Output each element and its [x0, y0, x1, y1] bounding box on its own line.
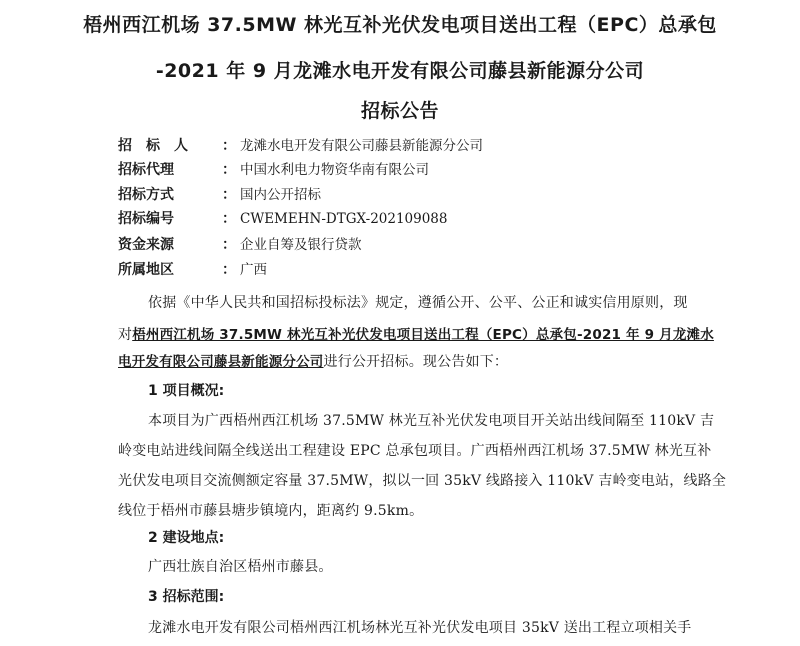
- intro-line-3: [118, 350, 508, 371]
- intro-suffix: 进行公开招标。现公告如下：: [323, 354, 509, 370]
- project-name-part-1: 梧州西江机场 37.5MW 林光互补光伏发电项目送出工程（EPC）总承包-2021 年 9 月龙滩水: [132, 327, 714, 343]
- info-colon: ：: [222, 138, 236, 154]
- info-row-agent: [118, 158, 429, 182]
- info-label: 招 标 人: [118, 138, 188, 154]
- project-name-part-2: 电开发有限公司藤县新能源分公司: [118, 354, 324, 370]
- intro-prefix: 对: [118, 327, 133, 343]
- section-2-heading: 2 建设地点:: [148, 530, 225, 546]
- info-value: CWEMEHN-DTGX-202109088: [240, 211, 448, 227]
- info-value: 广西: [240, 262, 267, 278]
- info-colon: ：: [222, 211, 236, 227]
- section-1-heading: 1 项目概况:: [148, 383, 225, 399]
- info-row-tenderer: [118, 134, 483, 158]
- info-value: 国内公开招标: [240, 187, 321, 203]
- info-value: 中国水利电力物资华南有限公司: [240, 162, 429, 178]
- info-label: 招标编号: [118, 211, 174, 227]
- info-colon: ：: [222, 262, 236, 278]
- info-label: 招标方式: [118, 187, 174, 203]
- info-colon: ：: [222, 237, 236, 253]
- section-1-line-2: 岭变电站进线间隔全线送出工程建设 EPC 总承包项目。广西梧州西江机场 37.5MW 林光互补: [118, 443, 712, 459]
- section-3-heading: 3 招标范围:: [148, 589, 225, 605]
- title-line-2: -2021 年 9 月龙滩水电开发有限公司藤县新能源分公司: [155, 60, 645, 82]
- title-line-3: 招标公告: [360, 100, 439, 122]
- section-1-line-3: 光伏发电项目交流侧额定容量 37.5MW，拟以一回 35kV 线路接入 110kV 吉岭变电站，线路全: [118, 473, 727, 489]
- info-value: 龙滩水电开发有限公司藤县新能源分公司: [240, 138, 483, 154]
- info-row-region: [118, 258, 267, 282]
- info-value: 企业自筹及银行贷款: [240, 237, 362, 253]
- info-colon: ：: [222, 187, 236, 203]
- info-label: 资金来源: [118, 237, 174, 253]
- info-colon: ：: [222, 162, 236, 178]
- section-3-line: 龙滩水电开发有限公司梧州西江机场林光互补光伏发电项目 35kV 送出工程立项相关手: [148, 620, 692, 636]
- section-2-line: 广西壮族自治区梧州市藤县。: [148, 559, 333, 575]
- section-1-line-4: 线位于梧州市藤县塘步镇境内，距离约 9.5km。: [118, 503, 424, 519]
- intro-line-1: 依据《中华人民共和国招标投标法》规定，遵循公开、公平、公正和诚实信用原则，现: [148, 295, 688, 311]
- info-row-funding: [118, 233, 362, 257]
- info-row-method: [118, 183, 321, 207]
- section-1-line-1: 本项目为广西梧州西江机场 37.5MW 林光互补光伏发电项目开关站出线间隔至 110kV 吉: [148, 413, 715, 429]
- intro-line-2: [118, 323, 714, 344]
- info-label: 所属地区: [118, 262, 174, 278]
- info-label: 招标代理: [118, 162, 174, 178]
- title-line-1: 梧州西江机场 37.5MW 林光互补光伏发电项目送出工程（EPC）总承包: [83, 14, 717, 36]
- info-row-number: [118, 208, 448, 232]
